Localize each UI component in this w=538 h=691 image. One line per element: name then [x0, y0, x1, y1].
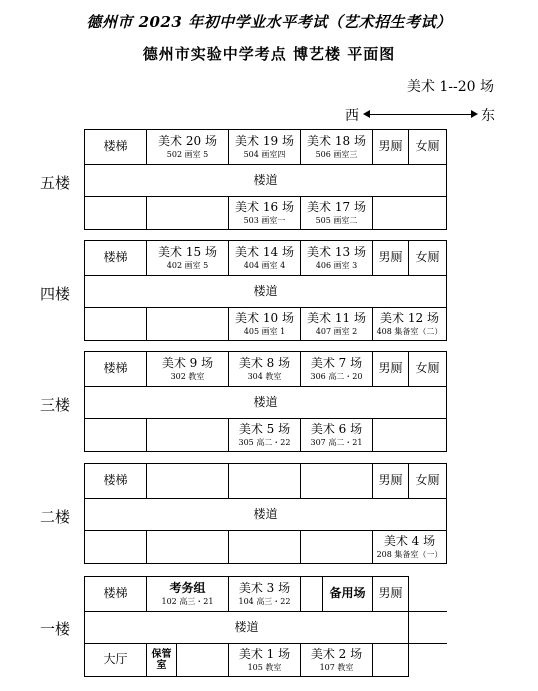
exam-room: 美术 6 场 307 高二・21 — [301, 419, 373, 452]
floor-2-plan — [84, 463, 447, 564]
floor-3-plan — [84, 351, 447, 452]
room-cell — [301, 531, 373, 564]
womens-restroom: 女厕 — [409, 352, 447, 387]
room-cell — [373, 644, 409, 677]
mens-restroom: 男厕 — [373, 577, 409, 612]
stairs: 楼梯 — [85, 352, 147, 387]
room-cell — [147, 464, 229, 499]
direction-line — [366, 114, 475, 115]
storage-room: 保管室 — [147, 644, 177, 677]
exam-room: 美术 13 场 406 画室 3 — [301, 241, 373, 276]
room-cell — [147, 308, 229, 341]
room-cell — [373, 197, 447, 230]
exam-room: 美术 5 场 305 高二・22 — [229, 419, 301, 452]
room-cell — [301, 464, 373, 499]
exam-office: 考务组 102 高三・21 — [147, 577, 229, 612]
stairs: 楼梯 — [85, 464, 147, 499]
room-cell — [147, 419, 229, 452]
arrow-right-icon — [471, 110, 478, 118]
corridor: 楼道 — [85, 276, 447, 308]
womens-restroom: 女厕 — [409, 241, 447, 276]
room-cell — [177, 644, 229, 677]
floor-label-5: 五楼 — [40, 174, 71, 192]
exam-room: 美术 15 场 402 画室 5 — [147, 241, 229, 276]
room-cell — [147, 197, 229, 230]
exam-room: 美术 18 场 506 画室三 — [301, 130, 373, 165]
floor-4-plan — [84, 240, 447, 341]
exam-room: 美术 11 场 407 画室 2 — [301, 308, 373, 341]
room-cell — [409, 644, 447, 677]
exam-room: 美术 2 场 107 教室 — [301, 644, 373, 677]
mens-restroom: 男厕 — [373, 352, 409, 387]
exam-room: 美术 14 场 404 画室 4 — [229, 241, 301, 276]
west-label: 西 — [345, 108, 359, 124]
exam-title: 德州市 2023 年初中学业水平考试（艺术招生考试） — [86, 13, 452, 31]
room-cell — [301, 577, 323, 612]
room-cell — [85, 531, 147, 564]
exam-room: 美术 16 场 503 画室一 — [229, 197, 301, 230]
compass-direction — [345, 105, 495, 125]
stairs: 楼梯 — [85, 130, 147, 165]
room-cell — [147, 531, 229, 564]
corridor: 楼道 — [85, 387, 447, 419]
corridor: 楼道 — [85, 499, 447, 531]
exam-room: 美术 19 场 504 画室四 — [229, 130, 301, 165]
exam-room: 美术 17 场 505 画室二 — [301, 197, 373, 230]
floor-plan-title: 德州市实验中学考点 博艺楼 平面图 — [142, 45, 396, 63]
exam-room-range: 美术 1--20 场 — [406, 79, 494, 95]
stairs: 楼梯 — [85, 241, 147, 276]
backup-room: 备用场 — [323, 577, 373, 612]
floor-label-1: 一楼 — [40, 620, 71, 638]
floor-label-3: 三楼 — [40, 396, 71, 414]
floor-5-plan — [84, 129, 447, 230]
mens-restroom: 男厕 — [373, 464, 409, 499]
corridor: 楼道 — [85, 165, 447, 197]
room-cell — [85, 419, 147, 452]
room-cell — [85, 197, 147, 230]
east-label: 东 — [481, 108, 495, 124]
exam-room: 美术 1 场 105 教室 — [229, 644, 301, 677]
exam-room: 美术 8 场 304 教室 — [229, 352, 301, 387]
stairs: 楼梯 — [85, 577, 147, 612]
floor-label-4: 四楼 — [40, 285, 71, 303]
floor-1-plan — [84, 576, 447, 677]
floor-label-2: 二楼 — [40, 508, 71, 526]
exam-room: 美术 9 场 302 教室 — [147, 352, 229, 387]
room-cell — [85, 308, 147, 341]
room-cell — [409, 612, 447, 644]
exam-room: 美术 7 场 306 高二・20 — [301, 352, 373, 387]
room-cell — [409, 577, 447, 612]
womens-restroom: 女厕 — [409, 130, 447, 165]
exam-room: 美术 10 场 405 画室 1 — [229, 308, 301, 341]
womens-restroom: 女厕 — [409, 464, 447, 499]
exam-room: 美术 4 场 208 集备室（一） — [373, 531, 447, 564]
exam-room: 美术 12 场 408 集备室（二） — [373, 308, 447, 341]
room-cell — [373, 419, 447, 452]
mens-restroom: 男厕 — [373, 130, 409, 165]
exam-room: 美术 20 场 502 画室 5 — [147, 130, 229, 165]
corridor: 楼道 — [85, 612, 409, 644]
room-cell — [229, 464, 301, 499]
mens-restroom: 男厕 — [373, 241, 409, 276]
lobby: 大厅 — [85, 644, 147, 677]
exam-room: 美术 3 场 104 高三・22 — [229, 577, 301, 612]
room-cell — [229, 531, 301, 564]
